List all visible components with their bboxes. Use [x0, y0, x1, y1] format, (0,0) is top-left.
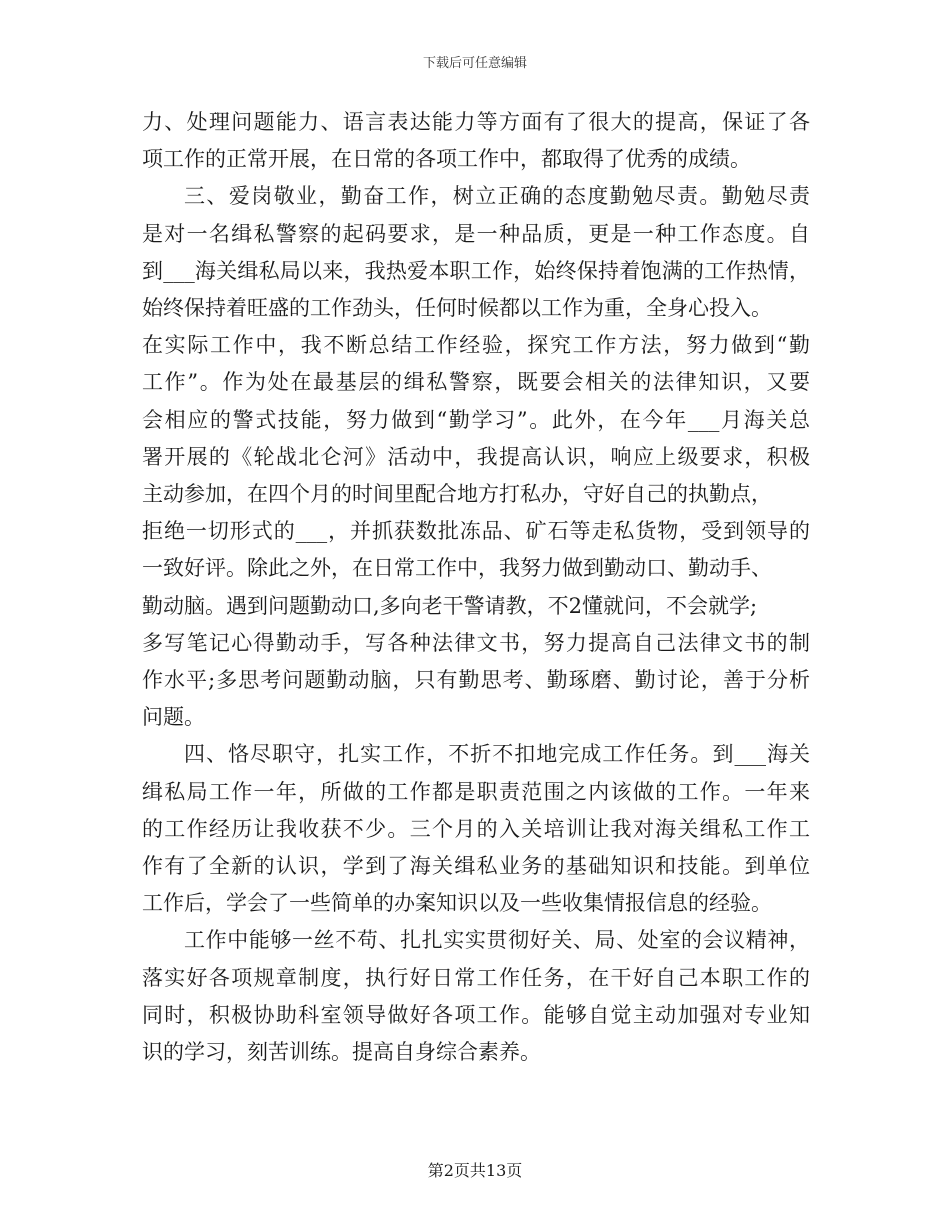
- text-line: 多写笔记心得勤动手，写各种法律文书，努力提高自己法律文书的制: [142, 630, 810, 655]
- text-line: 到___海关缉私局以来，我热爱本职工作，始终保持着饱满的工作热情，: [142, 258, 810, 283]
- text-line: 拒绝一切形式的___，并抓获数批冻品、矿石等走私货物，受到领导的: [142, 519, 810, 544]
- text-line: 工作中能够一丝不苟、扎扎实实贯彻好关、局、处室的会议精神，: [184, 928, 810, 953]
- text-line: 四、恪尽职守，扎实工作，不折不扣地完成工作任务。到___海关: [184, 742, 810, 767]
- page-header-note: 下载后可任意编辑: [422, 56, 527, 71]
- text-line: 工作后，学会了一些简单的办案知识以及一些收集情报信息的经验。: [142, 891, 772, 916]
- document-body: [142, 104, 810, 1071]
- text-line: 三、爱岗敬业，勤奋工作，树立正确的态度勤勉尽责。勤勉尽责: [184, 184, 810, 209]
- text-line: 力、处理问题能力、语言表达能力等方面有了很大的提高，保证了各: [142, 110, 810, 134]
- text-line: 问题。: [142, 705, 205, 730]
- text-line: 署开展的《轮战北仑河》活动中，我提高认识，响应上级要求，积极: [142, 444, 810, 469]
- text-line: 一致好评。除此之外，在日常工作中，我努力做到勤动口、勤动手、: [142, 556, 772, 581]
- text-line: 的工作经历让我收获不少。三个月的入关培训让我对海关缉私工作工: [142, 816, 810, 841]
- text-line: 工作”。作为处在最基层的缉私警察，既要会相关的法律知识，又要: [142, 370, 810, 395]
- text-line: 主动参加，在四个月的时间里配合地方打私办，守好自己的执勤点，: [142, 482, 772, 507]
- text-line: 识的学习，刻苦训练。提高自身综合素养。: [142, 1040, 541, 1065]
- text-line: 是对一名缉私警察的起码要求，是一种品质，更是一种工作态度。自: [142, 221, 810, 246]
- text-line: 作水平;多思考问题勤动脑，只有勤思考、勤琢磨、勤讨论，善于分析: [142, 668, 810, 693]
- text-line: 缉私局工作一年，所做的工作都是职责范围之内该做的工作。一年来: [142, 779, 810, 804]
- text-line: 作有了全新的认识，学到了海关缉私业务的基础知识和技能。到单位: [142, 854, 810, 879]
- text-line: 在实际工作中，我不断总结工作经验，探究工作方法，努力做到“勤: [142, 333, 810, 358]
- text-line: 落实好各项规章制度，执行好日常工作任务，在干好自己本职工作的: [142, 965, 810, 990]
- page-number: 第2页共13页: [427, 1161, 523, 1180]
- text-line: 始终保持着旺盛的工作劲头，任何时候都以工作为重，全身心投入。: [142, 296, 772, 321]
- text-line: 同时，积极协助科室领导做好各项工作。能够自觉主动加强对专业知: [142, 1002, 810, 1027]
- text-line: 项工作的正常开展，在日常的各项工作中，都取得了优秀的成绩。: [142, 147, 751, 172]
- text-line: 会相应的警式技能，努力做到“勤学习”。此外，在今年___月海关总: [142, 407, 810, 432]
- text-line: 勤动脑。遇到问题勤动口,多向老干警请教，不2懂就问，不会就学;: [142, 593, 758, 618]
